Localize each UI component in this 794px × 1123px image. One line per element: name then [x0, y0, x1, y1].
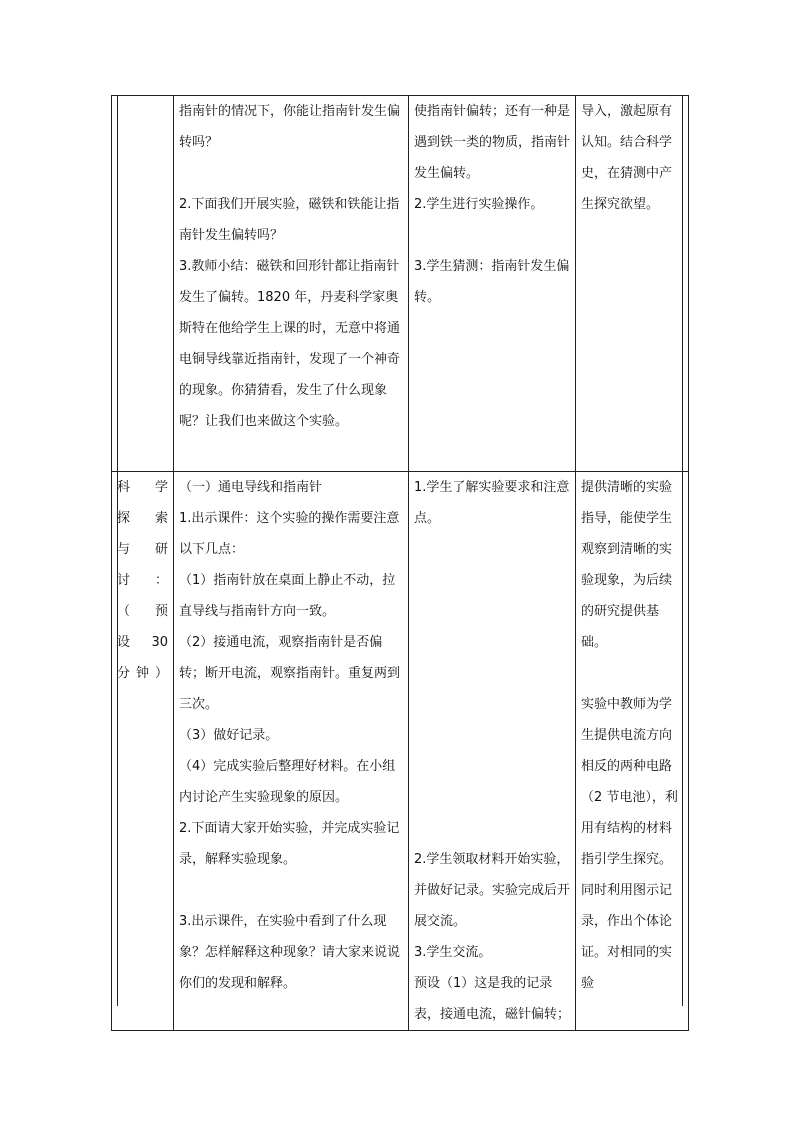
teacher-activity-cell: [174, 472, 409, 1031]
table-row: [112, 96, 689, 472]
blank-line: [414, 658, 570, 689]
blank-line: [414, 689, 570, 720]
teacher-activity-cell: [174, 96, 409, 472]
intent-paragraph: 提供清晰的实验指导，能使学生观察到清晰的实验现象，为后续的研究提供基础。: [581, 480, 673, 650]
teacher-paragraph: （2）接通电流，观察指南针是否偏转；断开电流，观察指南针。重复两到三次。: [179, 635, 401, 712]
blank-line: [414, 627, 570, 658]
student-paragraph: 3.学生猜测：指南针发生偏转。: [414, 259, 570, 305]
design-intent-cell: [576, 96, 689, 472]
blank-line: [179, 158, 403, 189]
intent-paragraph: 导入，激起原有认知。结合科学史，在猜测中产生探究欲望。: [581, 104, 673, 212]
blank-line: [581, 658, 683, 689]
teacher-paragraph: 2.下面我们开展实验，磁铁和铁能让指南针发生偏转吗？: [179, 197, 400, 243]
teacher-paragraph: 指南针的情况下，你能让指南针发生偏转吗？: [179, 104, 401, 150]
teacher-paragraph: 1.出示课件：这个实验的操作需要注意以下几点：: [179, 511, 400, 557]
student-activity-cell: [409, 472, 576, 1031]
blank-line: [414, 782, 570, 813]
blank-line: [179, 875, 403, 906]
stage-cell: [112, 96, 174, 472]
blank-line: [414, 596, 570, 627]
teacher-paragraph: 3.教师小结：磁铁和回形针都让指南针发生了偏转。1820 年，丹麦科学家奥斯特在他给学生上课的时，无意中将通电铜导线靠近指南针，发现了一个神奇的现象。你猜猜看，发生了什么现象呢？让我们也来做这个实验。: [179, 259, 401, 429]
student-paragraph: 2.学生领取材料开始实验，并做好记录。实验完成后开展交流。: [414, 852, 571, 929]
teacher-paragraph: 2.下面请大家开始实验，并完成实验记录，解释实验现象。: [179, 821, 400, 867]
intent-paragraph: 实验中教师为学生提供电流方向相反的两种电路（2 节电池），利用有结构的材料指引学生探究。同时利用图示记录，作出个体论证。对相同的实验: [581, 697, 678, 991]
student-paragraph: 3.学生交流。: [414, 945, 492, 960]
student-paragraph: 使指南针偏转；还有一种是遇到铁一类的物质，指南针发生偏转。: [414, 104, 571, 181]
student-activity-cell: [409, 96, 576, 472]
blank-line: [414, 813, 570, 844]
teacher-paragraph: 3.出示课件，在实验中看到了什么现象？怎样解释这种现象？请大家来说说你们的发现和解释。: [179, 914, 401, 991]
blank-line: [414, 565, 570, 596]
student-paragraph: 预设（1）这是我的记录表，接通电流，磁针偏转；: [414, 976, 571, 1022]
student-paragraph: 1.学生了解实验要求和注意点。: [414, 480, 570, 526]
teacher-paragraph: （1）指南针放在桌面上静止不动，拉直导线与指南针方向一致。: [179, 573, 396, 619]
student-paragraph: 2.学生进行实验操作。: [414, 197, 544, 212]
teacher-paragraph: （一）通电导线和指南针: [179, 480, 323, 495]
table-row: [112, 472, 689, 1031]
teacher-paragraph: （3）做好记录。: [179, 728, 279, 743]
stage-cell: 科学 探索 与研 讨： （预 设 30 分钟）: [112, 472, 174, 1031]
blank-line: [414, 534, 570, 565]
teacher-paragraph: （4）完成实验后整理好材料。在小组内讨论产生实验现象的原因。: [179, 759, 396, 805]
design-intent-cell: [576, 472, 689, 1031]
blank-line: [414, 751, 570, 782]
blank-line: [414, 720, 570, 751]
lesson-plan-table: [111, 95, 689, 1031]
blank-line: [414, 220, 570, 251]
